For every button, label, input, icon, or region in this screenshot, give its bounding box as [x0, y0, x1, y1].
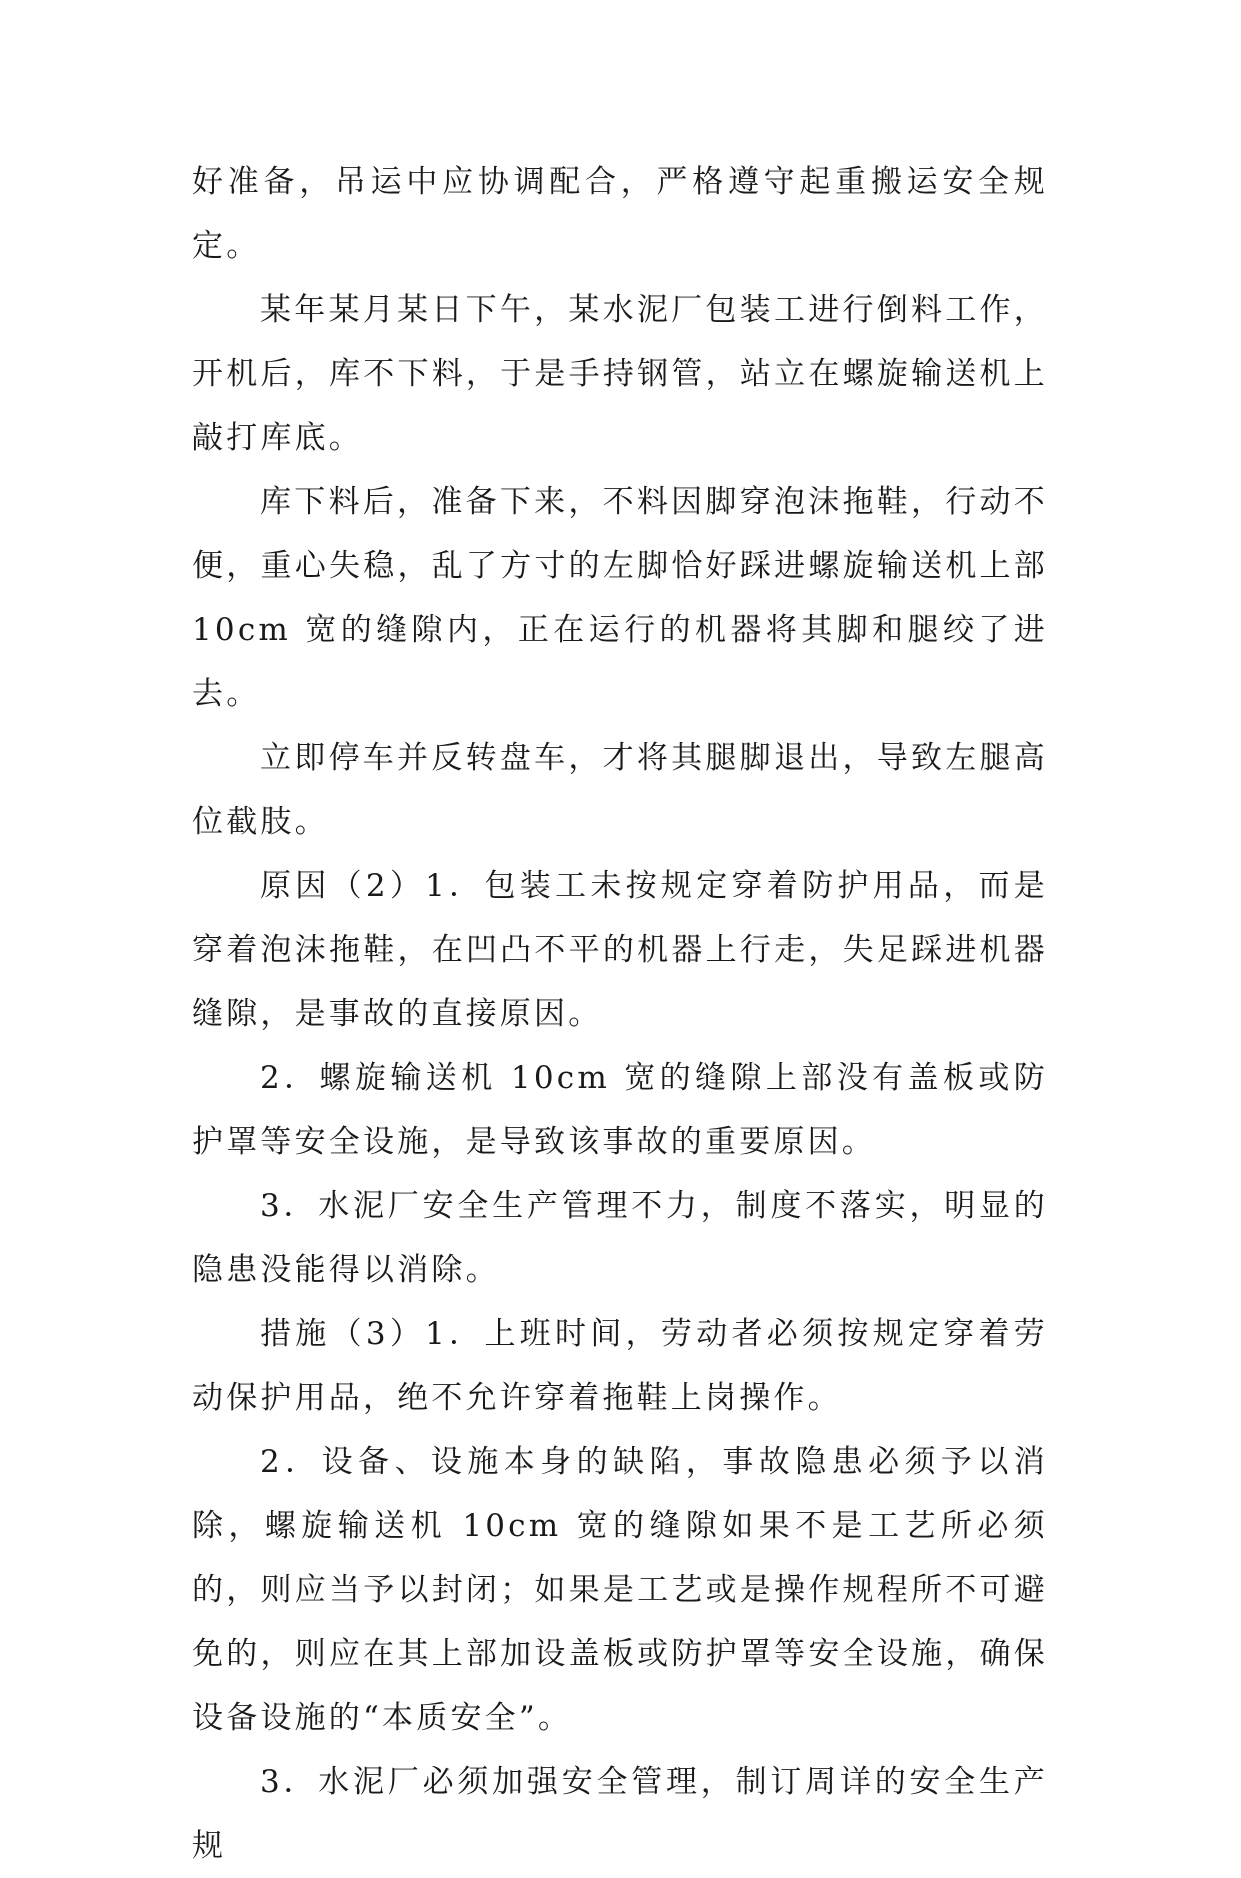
paragraph-measure-1: 措施（3）1．上班时间，劳动者必须按规定穿着劳动保护用品，绝不允许穿着拖鞋上岗操作。 — [192, 1316, 1048, 1416]
paragraph-incident-detail: 库下料后，准备下来，不料因脚穿泡沫拖鞋，行动不便，重心失稳，乱了方寸的左脚恰好踩进螺旋输送机上部 10cm 宽的缝隙内，正在运行的机器将其脚和腿绞了进去。 — [192, 484, 1048, 712]
paragraph-measure-2: 2．设备、设施本身的缺陷，事故隐患必须予以消除，螺旋输送机 10cm 宽的缝隙如果不是工艺所必须的，则应当予以封闭；如果是工艺或是操作规程所不可避免的，则应在其上部加设盖板或防护罩等安全设施，确保设备设施的“本质安全”。 — [192, 1444, 1048, 1736]
paragraph-cause-2: 2．螺旋输送机 10cm 宽的缝隙上部没有盖板或防护罩等安全设施，是导致该事故的重要原因。 — [192, 1060, 1048, 1160]
document-page — [192, 150, 1048, 1878]
paragraph-cause-3: 3．水泥厂安全生产管理不力，制度不落实，明显的隐患没能得以消除。 — [192, 1188, 1048, 1288]
paragraph-cause-1: 原因（2）1．包装工未按规定穿着防护用品，而是穿着泡沫拖鞋，在凹凸不平的机器上行走，失足踩进机器缝隙，是事故的直接原因。 — [192, 868, 1048, 1032]
paragraph-measure-3: 3．水泥厂必须加强安全管理，制订周详的安全生产规 — [192, 1764, 1048, 1864]
paragraph-continuation: 好准备，吊运中应协调配合，严格遵守起重搬运安全规定。 — [192, 164, 1048, 264]
paragraph-incident-start: 某年某月某日下午，某水泥厂包装工进行倒料工作，开机后，库不下料，于是手持钢管，站立在螺旋输送机上敲打库底。 — [192, 292, 1048, 456]
paragraph-incident-result: 立即停车并反转盘车，才将其腿脚退出，导致左腿高位截肢。 — [192, 740, 1048, 840]
